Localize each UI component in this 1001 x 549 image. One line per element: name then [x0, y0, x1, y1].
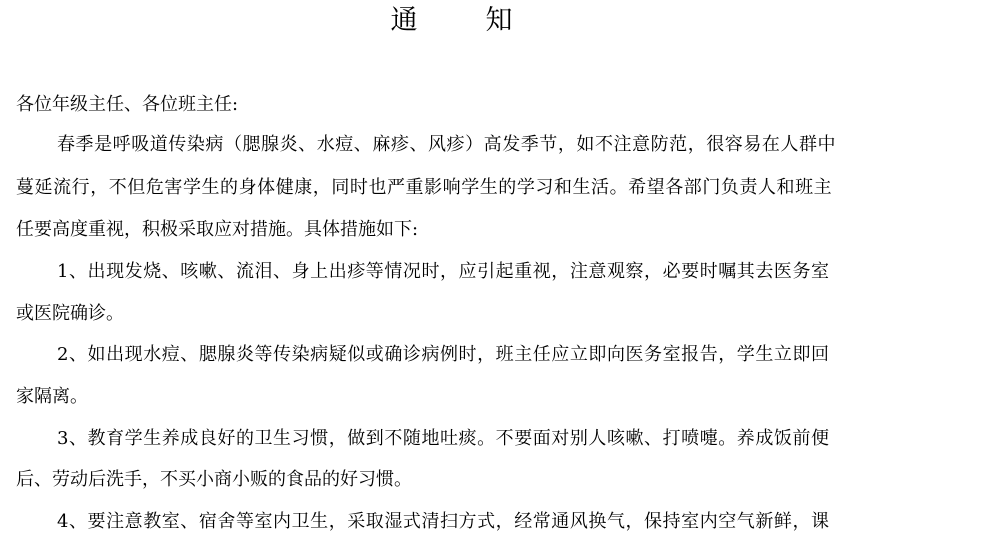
measure-item-3-line: 3、教育学生养成良好的卫生习惯，做到不随地吐痰。不要面对别人咳嗽、打喷嚏。养成饭前便: [57, 428, 830, 449]
measure-item-4-line: 4、要注意教室、宿舍等室内卫生，采取湿式清扫方式，经常通风换气，保持室内空气新鲜，课: [57, 511, 830, 532]
measure-item-3-line: 后、劳动后洗手，不买小商小贩的食品的好习惯。: [16, 469, 412, 490]
document-title: [0, 4, 903, 38]
measure-item-1-line: 1、出现发烧、咳嗽、流泪、身上出疹等情况时，应引起重视，注意观察，必要时嘱其去医务室: [57, 261, 830, 282]
measure-item-2-line: 家隔离。: [16, 386, 88, 407]
measure-item-1-line: 或医院确诊。: [16, 303, 124, 324]
title-char-2: 知: [485, 5, 513, 36]
paragraph-line: 春季是呼吸道传染病（腮腺炎、水痘、麻疹、风疹）高发季节，如不注意防范，很容易在人群中: [57, 134, 837, 155]
title-char-1: 通: [390, 5, 418, 36]
paragraph-line: 蔓延流行，不但危害学生的身体健康，同时也严重影响学生的学习和生活。希望各部门负责人和班主: [16, 177, 833, 198]
paragraph-line: 任要高度重视，积极采取应对措施。具体措施如下:: [16, 219, 419, 240]
measure-item-2-line: 2、如出现水痘、腮腺炎等传染病疑似或确诊病例时，班主任应立即向医务室报告，学生立即回: [57, 344, 830, 365]
salutation: 各位年级主任、各位班主任:: [16, 94, 239, 115]
